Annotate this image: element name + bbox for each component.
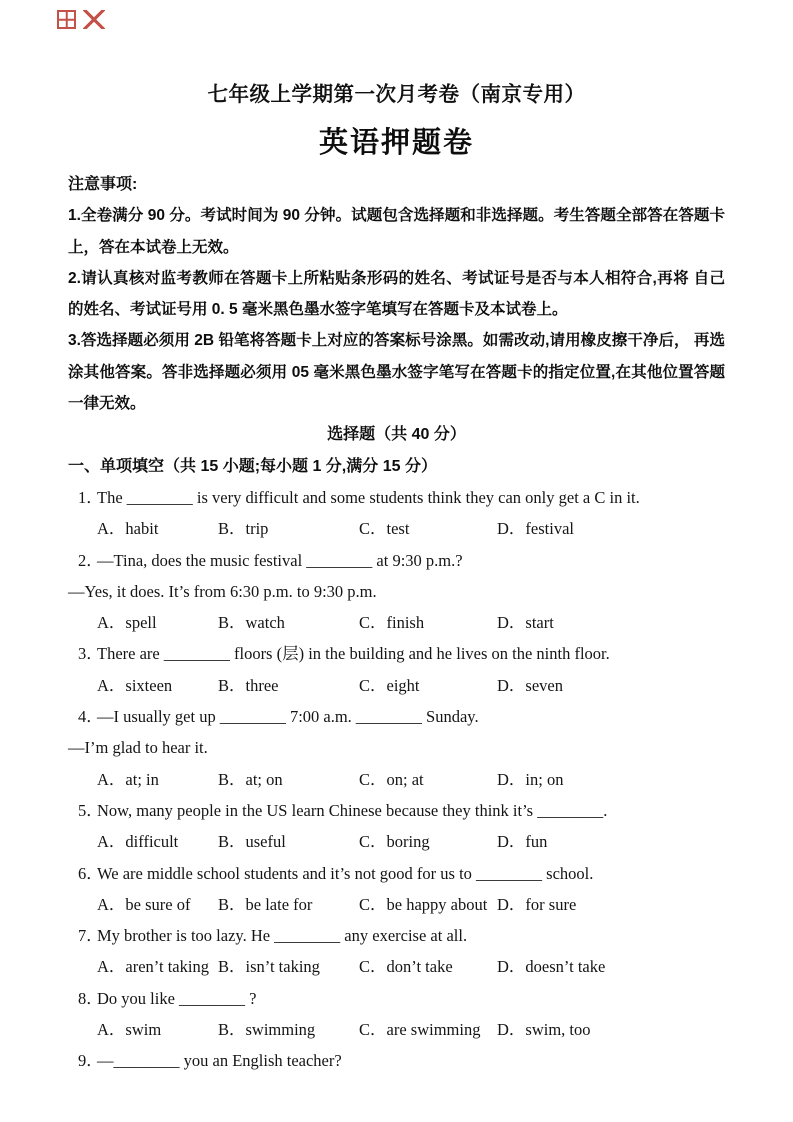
question-number: 3． — [78, 644, 103, 664]
question-1-stem — [68, 482, 725, 513]
option-d: D．for sure — [497, 894, 577, 914]
red-stamp-mark-1 — [57, 10, 76, 29]
option-b: B．be late for — [218, 894, 313, 914]
question-6-stem — [68, 858, 725, 889]
notice-item-1: 1.全卷满分 90 分。考试时间为 90 分钟。试题包含选择题和非选择题。考生答题全部答在答题卡上，答在本试卷上无效。 — [68, 207, 725, 256]
option-b: B．at; on — [218, 769, 283, 789]
option-a: A．at; in — [97, 769, 159, 789]
notice-item-3: 3.答选择题必须用 2B 铅笔将答题卡上对应的答案标号涂黑。如需改动,请用橡皮擦干净后， 再选涂其他答案。答非选择题必须用 05 毫米黑色墨水签字笔写在答题卡的指定位置,在其他位置答题一律无效。 — [68, 332, 725, 413]
question-text: —Tina, does the music festival ________ at 9:30 p.m.? — [97, 550, 463, 570]
option-a: A．difficult — [97, 832, 179, 852]
option-c: C．finish — [359, 613, 425, 633]
option-c: C．be happy about — [359, 894, 488, 914]
question-text: —I usually get up ________ 7:00 a.m. ________ Sunday. — [97, 707, 479, 727]
page-subtitle: 英语押题卷 — [318, 127, 474, 159]
option-b: B．watch — [218, 613, 285, 633]
part-heading: 一、单项填空（共 15 小题;每小题 1 分,满分 15 分） — [68, 457, 437, 475]
question-6-options — [68, 889, 725, 920]
option-a: A．aren’t taking — [97, 957, 209, 977]
red-stamp-icon — [57, 10, 105, 29]
option-a: A．be sure of — [97, 894, 191, 914]
question-number: 5． — [78, 800, 103, 820]
question-text: We are middle school students and it’s not good for us to ________ school. — [97, 863, 594, 883]
question-2-stem — [68, 545, 725, 576]
option-c: C．boring — [359, 832, 430, 852]
question-text: My brother is too lazy. He ________ any exercise at all. — [97, 926, 468, 946]
option-b: B．isn’t taking — [218, 957, 320, 977]
option-b: B．useful — [218, 832, 286, 852]
question-number: 1． — [78, 487, 103, 507]
option-d: D．fun — [497, 832, 548, 852]
option-d: D．swim, too — [497, 1020, 591, 1040]
question-text: —________ you an English teacher? — [97, 1051, 342, 1071]
option-a: A．habit — [97, 519, 159, 539]
option-d: D．festival — [497, 519, 574, 539]
question-5-options — [68, 826, 725, 857]
question-number: 8． — [78, 988, 103, 1008]
question-8-stem — [68, 983, 725, 1014]
option-a: A．sixteen — [97, 675, 173, 695]
question-4-stem — [68, 701, 725, 732]
question-7-options — [68, 951, 725, 982]
option-c: C．eight — [359, 675, 420, 695]
option-b: B．swimming — [218, 1020, 316, 1040]
notice-heading: 注意事项: — [68, 176, 138, 193]
red-stamp-mark-2 — [83, 10, 105, 29]
question-text: Now, many people in the US learn Chinese because they think it’s ________. — [97, 800, 608, 820]
option-d: D．doesn’t take — [497, 957, 606, 977]
option-a: A．swim — [97, 1020, 162, 1040]
question-3-options — [68, 670, 725, 701]
question-2-reply: —Yes, it does. It’s from 6:30 p.m. to 9:30 p.m. — [68, 581, 377, 601]
option-c: C．are swimming — [359, 1020, 481, 1040]
option-b: B．trip — [218, 519, 269, 539]
question-text: There are ________ floors (层) in the building and he lives on the ninth floor. — [97, 644, 610, 664]
question-8-options — [68, 1014, 725, 1045]
question-7-stem — [68, 920, 725, 951]
question-number: 4． — [78, 707, 103, 727]
option-b: B．three — [218, 675, 279, 695]
question-text: The ________ is very difficult and some students think they can only get a C in it. — [97, 487, 640, 507]
question-number: 7． — [78, 926, 103, 946]
question-3-stem — [68, 638, 725, 669]
notice-item-2: 2.请认真核对监考教师在答题卡上所粘贴条形码的姓名、考试证号是否与本人相符合,再将 自己的姓名、考试证号用 0. 5 毫米黑色墨水签字笔填写在答题卡及本试卷上。 — [68, 269, 725, 319]
question-2-options — [68, 607, 725, 638]
question-text: Do you like ________ ? — [97, 988, 257, 1008]
question-1-options — [68, 513, 725, 544]
question-9-stem — [68, 1045, 725, 1076]
option-a: A．spell — [97, 613, 157, 633]
option-c: C．on; at — [359, 769, 424, 789]
option-d: D．start — [497, 613, 554, 633]
page-title: 七年级上学期第一次月考卷（南京专用） — [207, 84, 586, 106]
document-body — [68, 169, 725, 1077]
section-heading: 选择题（共 40 分） — [327, 426, 466, 444]
question-4-options — [68, 764, 725, 795]
option-c: C．test — [359, 519, 410, 539]
option-c: C．don’t take — [359, 957, 453, 977]
question-number: 2． — [78, 550, 103, 570]
option-d: D．seven — [497, 675, 563, 695]
question-4-reply: —I’m glad to hear it. — [68, 738, 208, 758]
question-number: 9． — [78, 1051, 103, 1071]
question-number: 6． — [78, 863, 103, 883]
option-d: D．in; on — [497, 769, 564, 789]
question-5-stem — [68, 795, 725, 826]
title-block — [0, 0, 793, 160]
